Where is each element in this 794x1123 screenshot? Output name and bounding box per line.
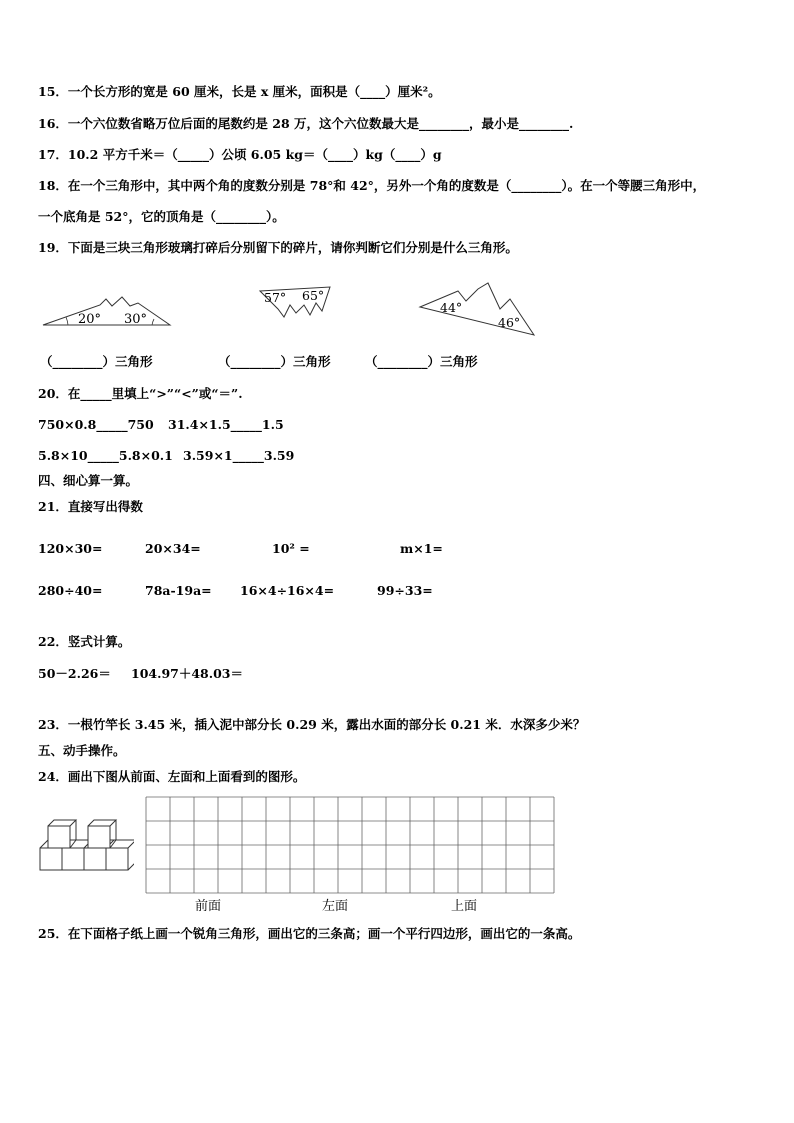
- q21-item-6: 78a-19a=: [145, 583, 212, 598]
- question-22: 22．竖式计算。: [38, 634, 131, 649]
- question-17: 17．10.2 平方千米＝（_____）公顷 6.05 kg＝（____）kg（____）g: [38, 147, 442, 162]
- q21-item-7: 16×4÷16×4=: [240, 583, 335, 598]
- q19-answer-1: （________）三角形: [40, 354, 153, 369]
- q20-item-4: 3.59×1_____3.59: [183, 448, 295, 463]
- label-top-view: 上面: [451, 899, 478, 914]
- q19-answer-3: （________）三角形: [365, 354, 478, 369]
- label-front-view: 前面: [195, 899, 222, 914]
- cube-stack-figure: [38, 818, 134, 874]
- q21-item-3: 10² =: [272, 541, 310, 556]
- q22-item-2: 104.97＋48.03＝: [131, 666, 243, 681]
- fragment-3-angle-a: 44°: [440, 300, 463, 315]
- section-5-heading: 五、动手操作。: [38, 743, 126, 758]
- drawing-grid: [145, 796, 557, 896]
- fragment-1-angle-a: 20°: [78, 312, 102, 327]
- q22-item-1: 50－2.26＝: [38, 666, 111, 681]
- question-15: 15．一个长方形的宽是 60 厘米，长是 x 厘米，面积是（____）厘米²。: [38, 84, 441, 99]
- fragment-3-angle-b: 46°: [498, 315, 521, 330]
- q21-item-5: 280÷40=: [38, 583, 103, 598]
- fragment-1-angle-b: 30°: [124, 312, 148, 327]
- section-4-heading: 四、细心算一算。: [38, 473, 139, 488]
- q20-item-3: 5.8×10_____5.8×0.1: [38, 448, 173, 463]
- triangle-fragment-1: [38, 292, 178, 332]
- triangle-fragment-3: [418, 281, 538, 337]
- q20-item-2: 31.4×1.5_____1.5: [168, 417, 284, 432]
- q21-item-4: m×1=: [400, 541, 443, 556]
- q21-item-1: 120×30=: [38, 541, 103, 556]
- question-19: 19．下面是三块三角形玻璃打碎后分别留下的碎片，请你判断它们分别是什么三角形。: [38, 240, 518, 255]
- question-16: 16．一个六位数省略万位后面的尾数约是 28 万，这个六位数最大是________，最小是________.: [38, 116, 574, 131]
- triangle-fragment-2: [258, 285, 338, 327]
- question-25: 25．在下面格子纸上画一个锐角三角形，画出它的三条高；画一个平行四边形，画出它的一条高。: [38, 926, 581, 941]
- q21-item-2: 20×34=: [145, 541, 201, 556]
- question-18-line2: 一个底角是 52°，它的顶角是（________）。: [38, 209, 285, 224]
- q21-item-8: 99÷33=: [377, 583, 433, 598]
- q19-answer-2: （________）三角形: [218, 354, 331, 369]
- question-23: 23．一根竹竿长 3.45 米，插入泥中部分长 0.29 米，露出水面的部分长 0.21 米．水深多少米？: [38, 717, 586, 732]
- question-21: 21．直接写出得数: [38, 499, 143, 514]
- fragment-2-angle-a: 57°: [264, 290, 287, 305]
- label-left-view: 左面: [322, 899, 349, 914]
- question-18-line1: 18．在一个三角形中，其中两个角的度数分别是 78°和 42°，另外一个角的度数是（________）。在一个等腰三角形中，: [38, 178, 706, 193]
- fragment-2-angle-b: 65°: [302, 288, 325, 303]
- question-24: 24．画出下图从前面、左面和上面看到的图形。: [38, 769, 306, 784]
- question-20: 20．在_____里填上“>”“<”或“＝”.: [38, 386, 243, 401]
- q20-item-1: 750×0.8_____750: [38, 417, 154, 432]
